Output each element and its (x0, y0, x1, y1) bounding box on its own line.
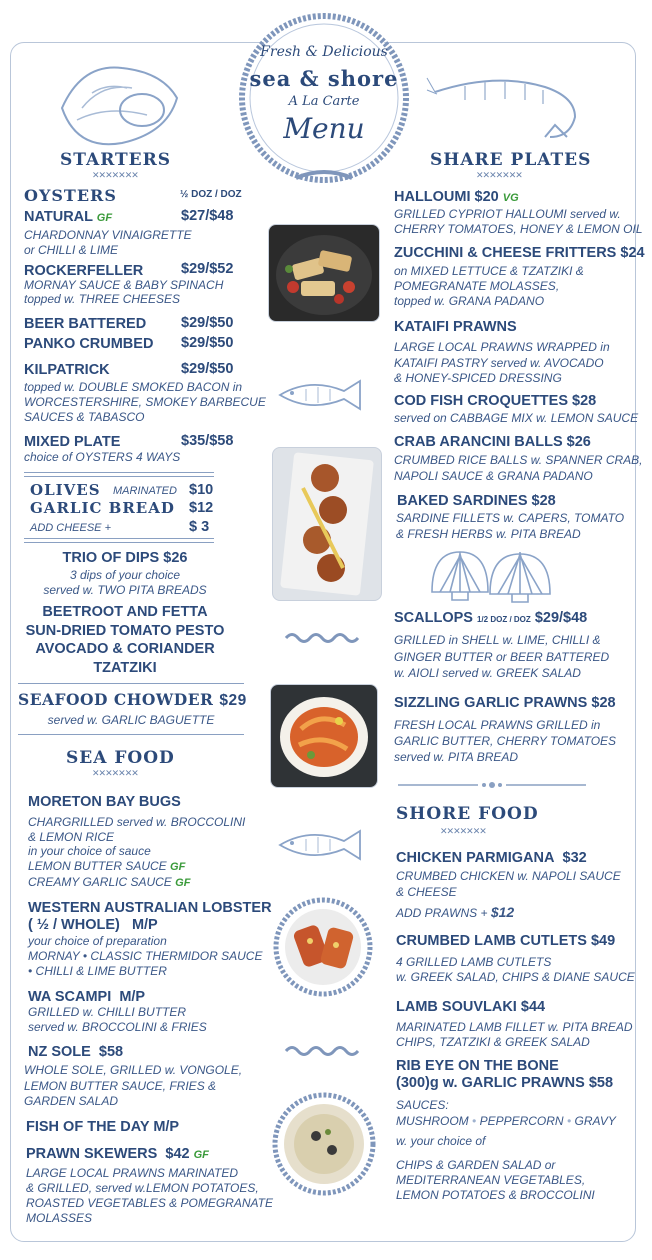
share-title: SHARE PLATES (430, 150, 592, 170)
sole-label: NZ SOLE (28, 1044, 91, 1060)
kilpatrick-price: $29/$50 (181, 361, 234, 377)
oysters-heading: OYSTERS (24, 186, 117, 205)
lamb-label: CRUMBED LAMB CUTLETS (396, 933, 587, 949)
trio-dip-3: AVOCADO & CORIANDER (35, 641, 215, 657)
skewers-label: PRAWN SKEWERS (26, 1146, 158, 1162)
lobster-name1: WESTERN AUSTRALIAN LOBSTER (28, 900, 272, 916)
beer-name: BEER BATTERED (24, 316, 147, 332)
parmi-name (396, 849, 587, 867)
kilpatrick-desc3: SAUCES & TABASCO (24, 410, 145, 424)
seafood-title: SEA FOOD (66, 748, 175, 768)
prawn-icon (425, 62, 590, 140)
lobster-portion: ( ½ / WHOLE) (28, 917, 120, 933)
sardines-desc2: & FRESH HERBS w. PITA BREAD (396, 527, 581, 541)
sardines-label: BAKED SARDINES (397, 493, 528, 509)
chowder-price: $29 (219, 692, 247, 709)
scampi-desc1: GRILLED w. CHILLI BUTTER (28, 1005, 187, 1019)
fish-icon-2 (272, 825, 374, 865)
kilpatrick-name: KILPATRICK (24, 362, 110, 378)
chowder-name (18, 690, 247, 710)
natural-label: NATURAL (24, 209, 93, 225)
header-brand: sea & shore (249, 66, 399, 91)
trio-dip-4: TZATZIKI (93, 660, 157, 676)
lamb-price: $49 (590, 933, 616, 949)
cod-label: COD FISH CROQUETTES (394, 393, 569, 409)
chowder-line-top (18, 683, 244, 684)
sardines-desc1: SARDINE FILLETS w. CAPERS, TOMATO (396, 511, 625, 525)
starters-title: STARTERS (60, 150, 172, 170)
parmi-desc1: CRUMBED CHICKEN w. NAPOLI SAUCE (396, 869, 621, 883)
sole-price: $58 (98, 1044, 124, 1060)
starters-deco: ✕✕✕✕✕✕✕ (92, 170, 138, 180)
arancini-desc1: CRUMBED RICE BALLS w. SPANNER CRAB, (394, 453, 643, 467)
oyster-icon (52, 58, 182, 150)
kataifi-desc1: LARGE LOCAL PRAWNS WRAPPED in (394, 340, 610, 354)
halloumi-name (394, 188, 519, 207)
trio-desc1: 3 dips of your choice (69, 568, 181, 582)
natural-desc1: CHARDONNAY VINAIGRETTE (24, 228, 192, 242)
ribeye-side1: CHIPS & GARDEN SALAD or (396, 1158, 556, 1172)
bugs-desc1: CHARGRILLED served w. BROCCOLINI (28, 815, 246, 829)
skewers-name (26, 1145, 209, 1164)
bugs-sauce1: LEMON BUTTER SAUCE (28, 859, 167, 873)
ribeye-sauce2: PEPPERCORN (479, 1114, 564, 1128)
sizzling-desc1: FRESH LOCAL PRAWNS GRILLED in (394, 718, 601, 732)
scallops-desc3: w. AIOLI served w. GREEK SALAD (394, 666, 581, 680)
trio-price: $26 (163, 550, 188, 566)
divider-ornament (396, 778, 588, 792)
chowder-photo (272, 1092, 376, 1196)
lamb-name (396, 932, 615, 950)
bugs-gf-tag-2: GF (175, 877, 191, 889)
bugs-desc4 (28, 859, 185, 875)
ribeye-side2: MEDITERRANEAN VEGETABLES, (396, 1173, 586, 1187)
natural-desc2: or CHILLI & LIME (24, 243, 119, 257)
croquettes-photo (272, 447, 382, 601)
lobster-desc3: • CHILLI & LIME BUTTER (28, 964, 167, 978)
sole-desc2: LEMON BUTTER SAUCE, FRIES & (24, 1079, 217, 1093)
shore-deco: ✕✕✕✕✕✕✕ (440, 826, 486, 836)
prawns-photo (270, 684, 378, 788)
bugs-gf-tag-1: GF (170, 861, 186, 873)
sizzling-desc3: served w. PITA BREAD (394, 750, 519, 764)
seafood-deco: ✕✕✕✕✕✕✕ (92, 768, 138, 778)
mixed-name: MIXED PLATE (24, 434, 121, 450)
olives-line-top2 (24, 476, 214, 477)
parmi-add-label: ADD PRAWNS + (396, 906, 488, 920)
scallop-icon (428, 548, 552, 606)
scallops-desc1: GRILLED in SHELL w. LIME, CHILLI & (394, 633, 601, 647)
sizzling-desc2: GARLIC BUTTER, CHERRY TOMATOES (394, 734, 617, 748)
lobster-desc1: your choice of preparation (28, 934, 167, 948)
halloumi-photo (268, 224, 380, 322)
lobster-price: M/P (131, 917, 158, 933)
fotd-price: M/P (153, 1119, 180, 1135)
scampi-price: M/P (119, 989, 146, 1005)
ribeye-sauces: SAUCES: (396, 1098, 449, 1112)
skewers-desc1: LARGE LOCAL PRAWNS MARINATED (26, 1166, 239, 1180)
halloumi-desc1: GRILLED CYPRIOT HALLOUMI served w. (394, 207, 621, 221)
skewers-desc3: ROASTED VEGETABLES & POMEGRANATE (26, 1196, 273, 1210)
lamb-desc2: w. GREEK SALAD, CHIPS & DIANE SAUCE (396, 970, 635, 984)
kataifi-desc3: & HONEY-SPICED DRESSING (394, 371, 562, 385)
bugs-sauce2: CREAMY GARLIC SAUCE (28, 875, 172, 889)
scallops-desc2: GINGER BUTTER or BEER BATTERED (394, 650, 610, 664)
olives-line-top (24, 472, 214, 473)
ribeye-choice: w. your choice of (396, 1134, 486, 1148)
souvlaki-desc1: MARINATED LAMB FILLET w. PITA BREAD (396, 1020, 633, 1034)
ribeye-sauce3: GRAVY (574, 1114, 616, 1128)
chowder-label: SEAFOOD CHOWDER (18, 690, 214, 709)
halloumi-label: HALLOUMI (394, 189, 471, 205)
ribeye-name2 (396, 1074, 613, 1092)
zucchini-desc3: topped w. GRANA PADANO (394, 294, 545, 308)
scampi-label: WA SCAMPI (28, 989, 112, 1005)
garlic-price: $12 (189, 500, 214, 516)
header-line4: Menu (283, 112, 365, 145)
parmi-desc2: & CHEESE (396, 885, 457, 899)
sole-name (28, 1043, 123, 1061)
olives-price: $10 (189, 482, 214, 498)
chowder-desc1: served w. GARLIC BAGUETTE (47, 713, 215, 727)
souvlaki-desc2: CHIPS, TZATZIKI & GREEK SALAD (396, 1035, 590, 1049)
bugs-name: MORETON BAY BUGS (28, 794, 181, 810)
scampi-name (28, 988, 145, 1006)
scallops-name (394, 609, 587, 629)
fotd-name (26, 1118, 179, 1136)
header-line3: A La Carte (288, 94, 360, 109)
halloumi-desc2: CHERRY TOMATOES, HONEY & LEMON OIL (394, 222, 643, 236)
parmi-add-price: $12 (490, 904, 515, 920)
lobster-name2 (28, 916, 158, 934)
rockerfeller-desc1: MORNAY SAUCE & BABY SPINACH (24, 278, 224, 292)
cod-name (394, 392, 596, 410)
skewers-desc2: & GRILLED, served w.LEMON POTATOES, (26, 1181, 259, 1195)
share-deco: ✕✕✕✕✕✕✕ (476, 170, 522, 180)
sole-desc3: GARDEN SALAD (24, 1094, 119, 1108)
sizzling-label: SIZZLING GARLIC PRAWNS (394, 695, 588, 711)
arancini-name (394, 433, 591, 451)
rope-knot-icon-2 (282, 1043, 368, 1059)
ribeye-sauce-list: MUSHROOM • PEPPERCORN • GRAVY (396, 1114, 616, 1128)
halloumi-vg-tag: VG (502, 192, 519, 204)
parmi-label: CHICKEN PARMIGANA (396, 850, 555, 866)
rope-knot-icon-1 (282, 630, 368, 646)
oysters-unit: ½ DOZ / DOZ (180, 189, 242, 200)
cod-price: $28 (572, 393, 597, 409)
natural-price: $27/$48 (181, 208, 234, 224)
olives-line-bottom (24, 538, 214, 539)
sizzling-price: $28 (591, 695, 616, 711)
chowder-line-bottom (18, 734, 244, 735)
sizzling-name (394, 694, 616, 712)
zucchini-name (394, 244, 645, 262)
trio-dip-2: SUN-DRIED TOMATO PESTO (25, 623, 225, 639)
header-badge (236, 10, 412, 186)
zucchini-desc2: POMEGRANATE MOLASSES, (394, 279, 560, 293)
sardines-price: $28 (531, 493, 556, 509)
bugs-desc5 (28, 875, 190, 891)
lobster-desc2: MORNAY • CLASSIC THERMIDOR SAUCE (28, 949, 263, 963)
olives-line-bottom2 (24, 542, 214, 543)
kataifi-desc2: KATAIFI PASTRY served w. AVOCADO (394, 356, 604, 370)
kataifi-name: KATAIFI PRAWNS (394, 319, 517, 335)
parmi-add (396, 905, 514, 921)
shore-title: SHORE FOOD (396, 804, 539, 824)
trio-name (0, 549, 250, 567)
souvlaki-label: LAMB SOUVLAKI (396, 999, 517, 1015)
ribeye-name1: RIB EYE ON THE BONE (396, 1058, 559, 1074)
souvlaki-price: $44 (520, 999, 546, 1015)
zucchini-price: $24 (620, 245, 645, 261)
panko-name: PANKO CRUMBED (24, 336, 154, 352)
skewers-gf-tag: GF (193, 1149, 209, 1161)
cod-desc1: served on CABBAGE MIX w. LEMON SAUCE (394, 411, 639, 425)
ribeye-price: $58 (588, 1075, 614, 1091)
scallops-unit: 1/2 DOZ / DOZ (476, 615, 531, 624)
halloumi-price: $20 (474, 189, 499, 205)
mixed-desc1: choice of OYSTERS 4 WAYS (24, 450, 181, 464)
trio-label: TRIO OF DIPS (62, 550, 160, 566)
bugs-desc3: in your choice of sauce (28, 844, 151, 858)
arancini-price: $26 (566, 434, 591, 450)
arancini-desc2: NAPOLI SAUCE & GRANA PADANO (394, 469, 593, 483)
bugs-desc2: & LEMON RICE (28, 830, 115, 844)
fotd-label: FISH OF THE DAY (26, 1119, 150, 1135)
parmi-photo (268, 897, 378, 997)
cheese-name: ADD CHEESE + (30, 522, 111, 534)
zucchini-desc1: on MIXED LETTUCE & TZATZIKI & (394, 264, 584, 278)
rockerfeller-desc2: topped w. THREE CHEESES (24, 292, 181, 306)
ribeye-label: (300)g w. GARLIC PRAWNS (396, 1075, 585, 1091)
header-line1: Fresh & Delicious (260, 44, 388, 60)
arancini-label: CRAB ARANCINI BALLS (394, 434, 563, 450)
sole-desc1: WHOLE SOLE, GRILLED w. VONGOLE, (24, 1063, 243, 1077)
ribeye-side3: LEMON POTATOES & BROCCOLINI (396, 1188, 595, 1202)
kilpatrick-desc1: topped w. DOUBLE SMOKED BACON in (24, 380, 243, 394)
beer-price: $29/$50 (181, 315, 234, 331)
rockerfeller-price: $29/$52 (181, 261, 234, 277)
mixed-price: $35/$58 (181, 433, 234, 449)
souvlaki-name (396, 998, 545, 1016)
kilpatrick-desc2: WORCESTERSHIRE, SMOKEY BARBECUE (24, 395, 266, 409)
cheese-price: $ 3 (189, 519, 210, 535)
natural-name (24, 208, 112, 227)
skewers-price: $42 (165, 1146, 190, 1162)
trio-desc2: served w. TWO PITA BREADS (43, 583, 207, 597)
scallops-price: $29/$48 (534, 610, 588, 626)
garlic-name: GARLIC BREAD (30, 499, 175, 517)
skewers-desc4: MOLASSES (26, 1211, 93, 1225)
ribeye-sauce1: MUSHROOM (396, 1114, 469, 1128)
lamb-desc1: 4 GRILLED LAMB CUTLETS (396, 955, 552, 969)
natural-gf-tag: GF (96, 212, 113, 224)
rockerfeller-name: ROCKERFELLER (24, 263, 144, 279)
olives-sub: MARINATED (113, 485, 177, 497)
parmi-price: $32 (562, 850, 587, 866)
fish-icon (272, 375, 374, 415)
scampi-desc2: served w. BROCCOLINI & FRIES (28, 1020, 207, 1034)
olives-name: OLIVES (30, 481, 101, 499)
zucchini-label: ZUCCHINI & CHEESE FRITTERS (394, 245, 617, 261)
trio-dip-1: BEETROOT AND FETTA (42, 604, 208, 620)
sardines-name (397, 492, 556, 510)
panko-price: $29/$50 (181, 335, 234, 351)
scallops-label: SCALLOPS (394, 610, 473, 626)
